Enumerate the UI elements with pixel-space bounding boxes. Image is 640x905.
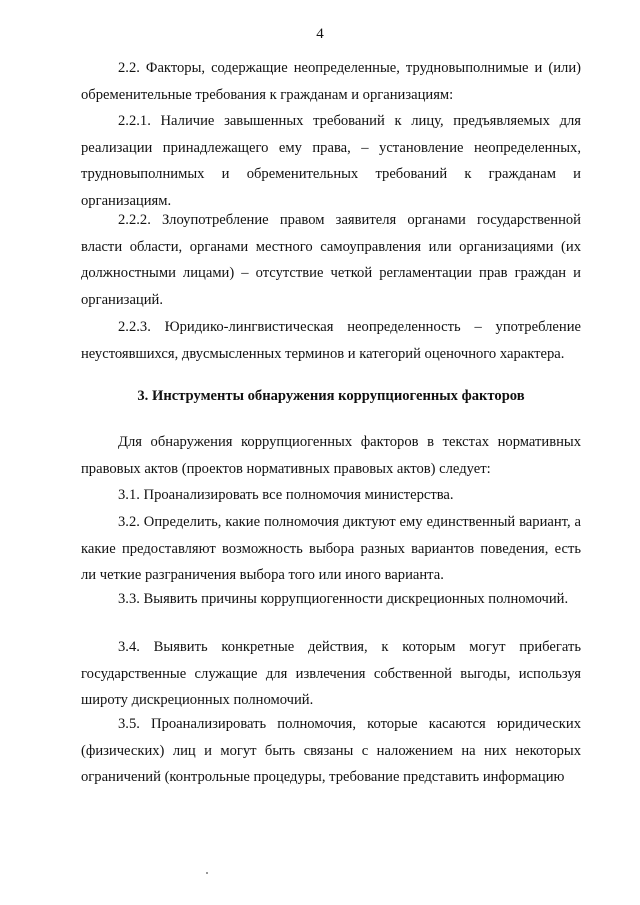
section-heading: 3. Инструменты обнаружения коррупциогенных факторов [137,388,525,404]
paragraph-2-2-2: 2.2.2. Злоупотребление правом заявителя органами государственной власти области, органами местного самоуправления или организациями (их должностными лицами) – отсутствие четкой регламентации прав граждан и организаций. [81,212,581,308]
paragraph-3-2: 3.2. Определить, какие полномочия диктуют ему единственный вариант, а какие предоставляют возможность выбора разных вариантов поведения, есть ли четкие разграничения выбора того или иного варианта. [81,514,581,583]
paragraph-2-2-3: 2.2.3. Юридико-лингвистическая неопределенность – употребление неустоявшихся, двусмысленных терминов и категорий оценочного характера. [81,319,581,362]
paragraph-intro: Для обнаружения коррупциогенных факторов в текстах нормативных правовых актов (проектов нормативных правовых актов) следует: [81,434,581,477]
paragraph-3-1: 3.1. Проанализировать все полномочия министерства. [118,487,454,503]
paragraph-3-3: 3.3. Выявить причины коррупциогенности дискреционных полномочий. [118,591,569,607]
paragraph-2-2: 2.2. Факторы, содержащие неопределенные, трудновыполнимые и (или) обременительные требования к гражданам и организациям: [81,60,581,103]
paragraph-3-5: 3.5. Проанализировать полномочия, которые касаются юридических (физических) лиц и могут быть связаны с наложением на них некоторых ограничений (контрольные процедуры, требование представить информацию [81,716,581,785]
paragraph-2-2-1: 2.2.1. Наличие завышенных требований к лицу, предъявляемых для реализации принадлежащего ему права, – установление неопределенных, трудновыполнимых и обременительных требований к гражданам и организациям. [81,113,581,209]
page-number: 4 [316,26,324,42]
paragraph-3-4: 3.4. Выявить конкретные действия, к которым могут прибегать государственные служащие для извлечения собственной выгоды, используя широту дискреционных полномочий. [81,639,581,708]
scan-speck [206,872,208,874]
